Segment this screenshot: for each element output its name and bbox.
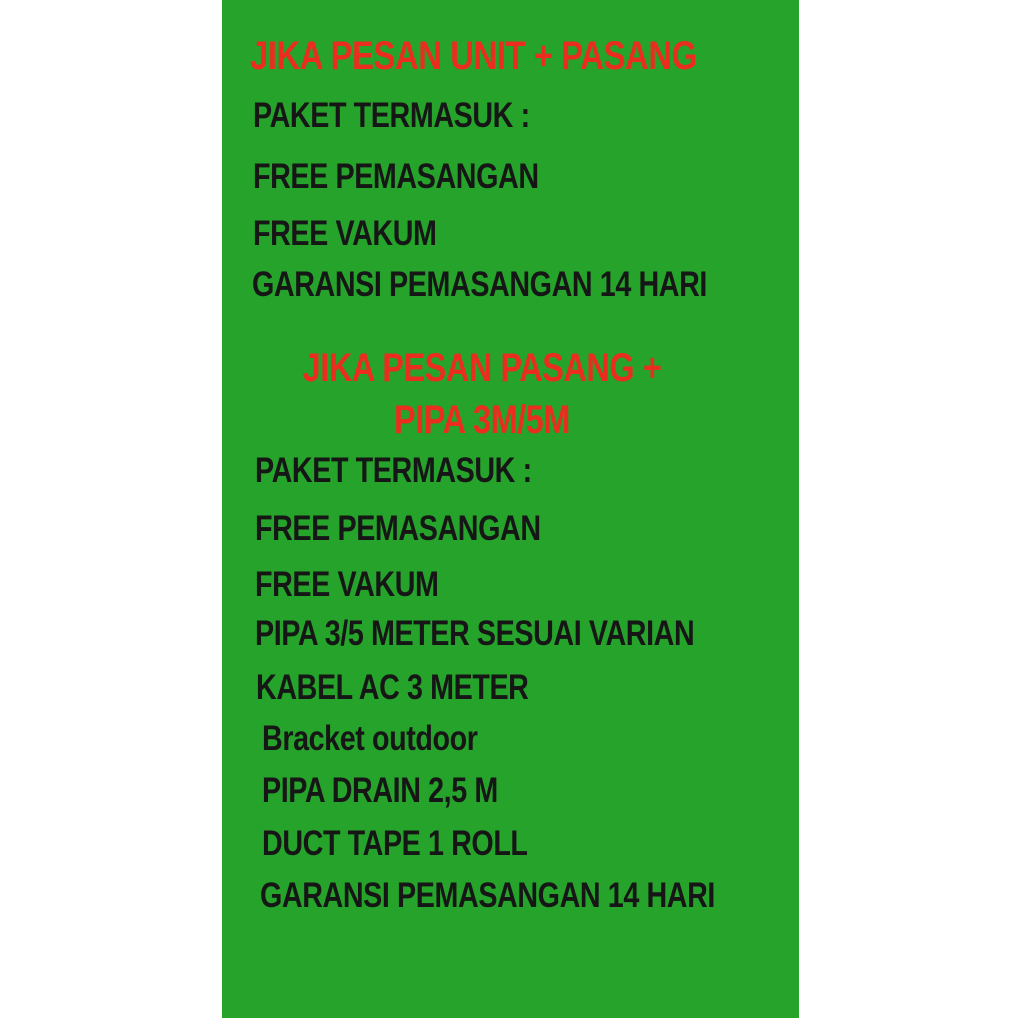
package-item: Bracket outdoor xyxy=(262,719,478,758)
package-item: GARANSI PEMASANGAN 14 HARI xyxy=(252,265,707,304)
package-item: FREE VAKUM xyxy=(253,214,437,253)
package-item: KABEL AC 3 METER xyxy=(256,668,529,707)
package-item: PIPA 3/5 METER SESUAI VARIAN xyxy=(255,614,695,653)
section2-heading-line1: JIKA PESAN PASANG + xyxy=(302,346,662,390)
package-item: DUCT TAPE 1 ROLL xyxy=(262,824,528,863)
section2-heading-line2: PIPA 3M/5M xyxy=(394,398,570,442)
green-panel xyxy=(222,0,799,1018)
package-item: GARANSI PEMASANGAN 14 HARI xyxy=(260,876,715,915)
section1-package-includes-label: PAKET TERMASUK : xyxy=(253,96,530,135)
section2-package-includes-label: PAKET TERMASUK : xyxy=(255,451,532,490)
package-item: FREE PEMASANGAN xyxy=(253,157,539,196)
package-item: FREE VAKUM xyxy=(255,565,439,604)
package-item: FREE PEMASANGAN xyxy=(255,509,541,548)
package-item: PIPA DRAIN 2,5 M xyxy=(262,771,498,810)
section1-heading: JIKA PESAN UNIT + PASANG xyxy=(250,34,697,78)
